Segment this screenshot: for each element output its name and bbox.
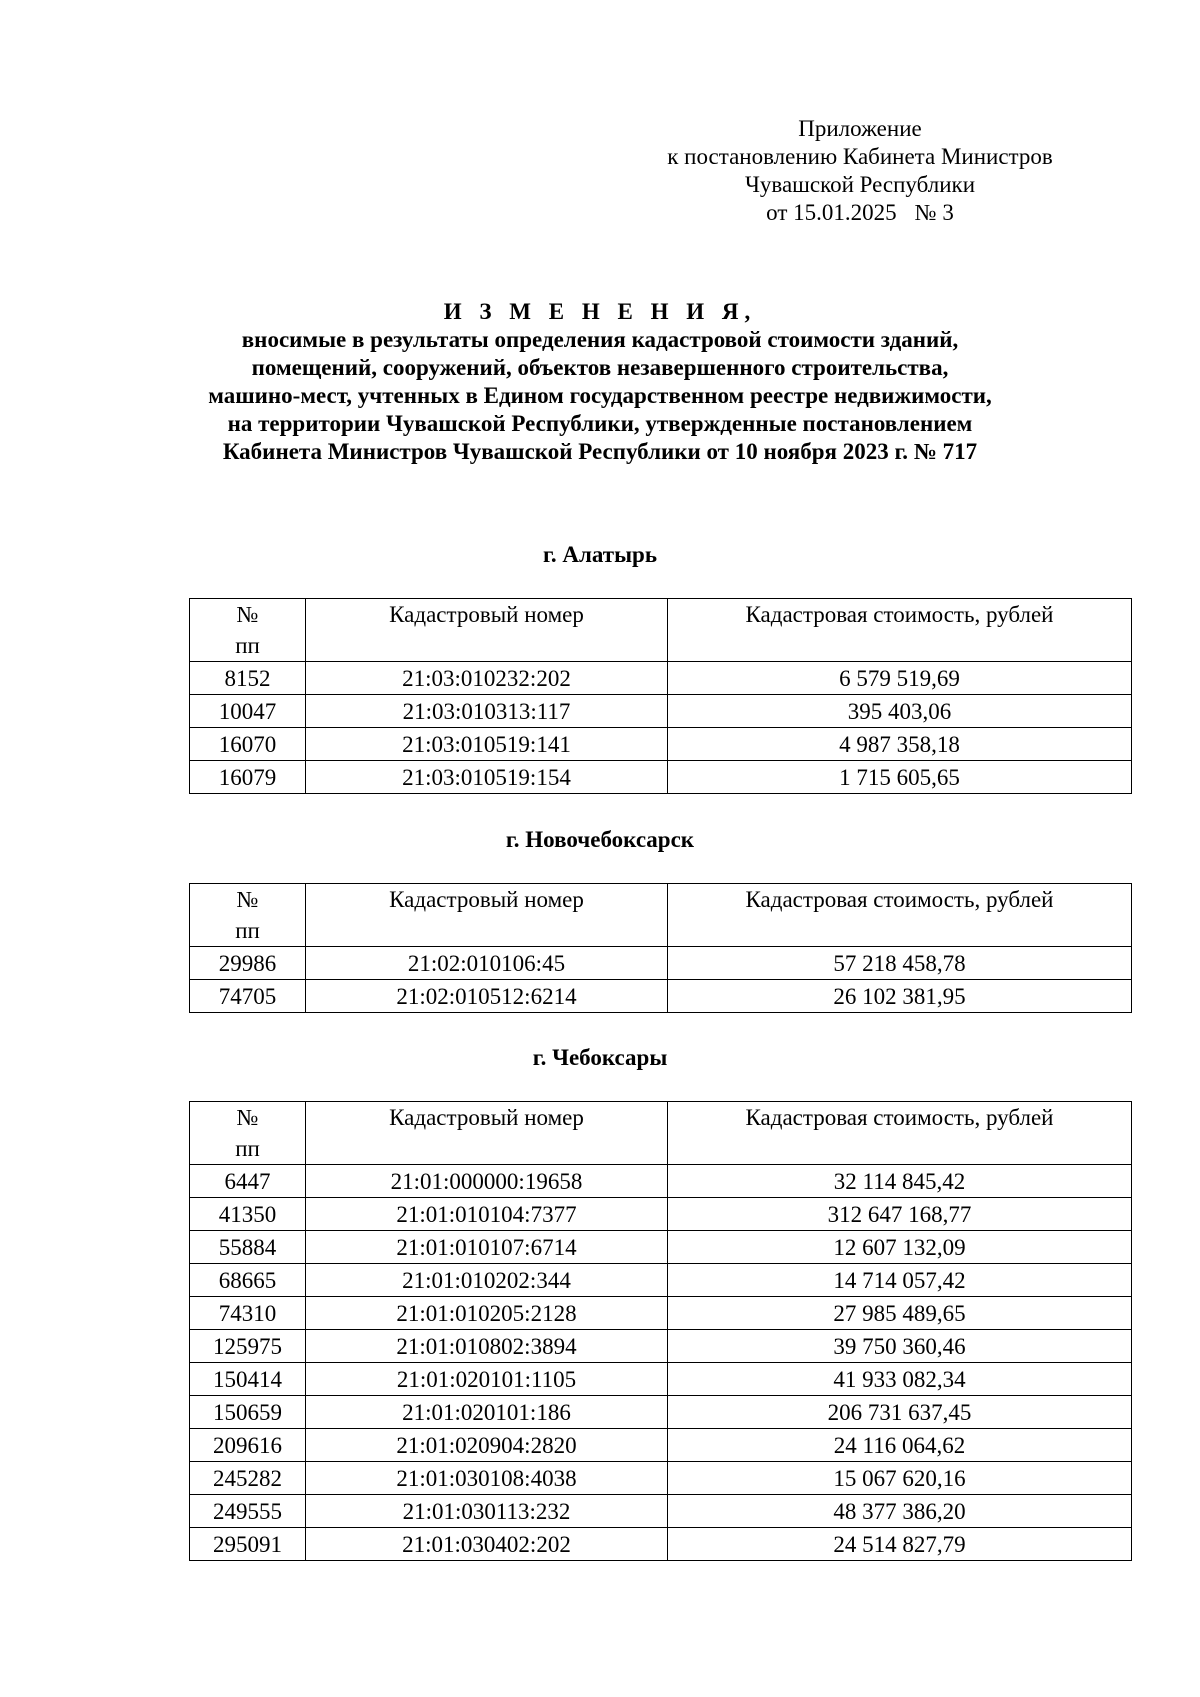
header-num (190, 599, 306, 662)
table-row (190, 1264, 1132, 1297)
table-novocheboksarsk (189, 883, 1132, 1013)
table-row (190, 728, 1132, 761)
header-num-part: № (236, 887, 259, 912)
cadastral-value-cell: 24 116 064,62 (668, 1429, 1132, 1462)
cadastral-value-cell: 395 403,06 (668, 695, 1132, 728)
appendix-line-3: Чувашской Республики (744, 172, 976, 197)
heading-line-3: машино-мест, учтенных в Едином государственном реестре недвижимости, (208, 383, 992, 408)
row-number-cell: 245282 (190, 1462, 306, 1495)
cadastral-value-cell: 24 514 827,79 (668, 1528, 1132, 1561)
table-row (190, 1330, 1132, 1363)
cadastral-number-cell: 21:03:010232:202 (306, 662, 668, 695)
table-row (190, 1528, 1132, 1561)
table-row (190, 980, 1132, 1013)
table-row (190, 761, 1132, 794)
cadastral-value-cell: 41 933 082,34 (668, 1363, 1132, 1396)
cadastral-number-cell: 21:02:010512:6214 (306, 980, 668, 1013)
cadastral-value-cell: 312 647 168,77 (668, 1198, 1132, 1231)
cadastral-number-cell: 21:01:010107:6714 (306, 1231, 668, 1264)
table-row (190, 1429, 1132, 1462)
header-num-part: № (236, 602, 259, 627)
section-city-novocheboksarsk: г. Новочебоксарск (505, 827, 695, 852)
cadastral-number-cell: 21:01:020101:186 (306, 1396, 668, 1429)
cadastral-number-cell: 21:01:030402:202 (306, 1528, 668, 1561)
row-number-cell: 295091 (190, 1528, 306, 1561)
header-num-part: пп (235, 1136, 260, 1161)
table-row (190, 662, 1132, 695)
row-number-cell: 10047 (190, 695, 306, 728)
header-cadastral-number: Кадастровый номер (306, 599, 668, 662)
cadastral-number-cell: 21:01:010205:2128 (306, 1297, 668, 1330)
document-title: И З М Е Н Е Н И Я, (443, 299, 757, 324)
document-heading (0, 298, 1200, 466)
row-number-cell: 249555 (190, 1495, 306, 1528)
table-row (190, 1396, 1132, 1429)
heading-line-5: Кабинета Министров Чувашской Республики от 10 ноября 2023 г. № 717 (222, 439, 978, 464)
heading-line-2: помещений, сооружений, объектов незавершенного строительства, (251, 355, 949, 380)
table-row (190, 1165, 1132, 1198)
appendix-number: № 3 (914, 200, 954, 225)
header-cadastral-number: Кадастровый номер (306, 1102, 668, 1165)
row-number-cell: 209616 (190, 1429, 306, 1462)
cadastral-value-cell: 15 067 620,16 (668, 1462, 1132, 1495)
appendix-line-1: Приложение (798, 116, 922, 141)
table-cheboksary (189, 1101, 1132, 1561)
header-num (190, 1102, 306, 1165)
heading-line-1: вносимые в результаты определения кадастровой стоимости зданий, (241, 327, 959, 352)
heading-line-4: на территории Чувашской Республики, утвержденные постановлением (227, 411, 973, 436)
cadastral-value-cell: 26 102 381,95 (668, 980, 1132, 1013)
row-number-cell: 8152 (190, 662, 306, 695)
row-number-cell: 74310 (190, 1297, 306, 1330)
row-number-cell: 29986 (190, 947, 306, 980)
cadastral-value-cell: 57 218 458,78 (668, 947, 1132, 980)
row-number-cell: 125975 (190, 1330, 306, 1363)
table-row (190, 1297, 1132, 1330)
cadastral-value-cell: 48 377 386,20 (668, 1495, 1132, 1528)
section-city-cheboksary: г. Чебоксары (532, 1045, 668, 1070)
cadastral-number-cell: 21:01:030108:4038 (306, 1462, 668, 1495)
appendix-line-2: к постановлению Кабинета Министров (667, 144, 1053, 169)
cadastral-number-cell: 21:01:020101:1105 (306, 1363, 668, 1396)
cadastral-value-cell: 32 114 845,42 (668, 1165, 1132, 1198)
cadastral-number-cell: 21:03:010519:141 (306, 728, 668, 761)
cadastral-value-cell: 14 714 057,42 (668, 1264, 1132, 1297)
appendix-block (600, 115, 1120, 227)
cadastral-value-cell: 6 579 519,69 (668, 662, 1132, 695)
cadastral-number-cell: 21:01:010802:3894 (306, 1330, 668, 1363)
cadastral-value-cell: 206 731 637,45 (668, 1396, 1132, 1429)
cadastral-number-cell: 21:03:010519:154 (306, 761, 668, 794)
cadastral-number-cell: 21:02:010106:45 (306, 947, 668, 980)
header-num-part: пп (235, 633, 260, 658)
row-number-cell: 16079 (190, 761, 306, 794)
table-row (190, 695, 1132, 728)
cadastral-number-cell: 21:01:010104:7377 (306, 1198, 668, 1231)
row-number-cell: 55884 (190, 1231, 306, 1264)
cadastral-value-cell: 39 750 360,46 (668, 1330, 1132, 1363)
table-row (190, 1363, 1132, 1396)
table-alatyr (189, 598, 1132, 794)
header-num-part: № (236, 1105, 259, 1130)
row-number-cell: 150414 (190, 1363, 306, 1396)
table-header-row (190, 884, 1132, 947)
table-row (190, 1462, 1132, 1495)
cadastral-value-cell: 12 607 132,09 (668, 1231, 1132, 1264)
appendix-date: от 15.01.2025 (766, 200, 897, 225)
cadastral-number-cell: 21:01:030113:232 (306, 1495, 668, 1528)
header-cadastral-value: Кадастровая стоимость, рублей (668, 1102, 1132, 1165)
table-row (190, 947, 1132, 980)
table-row (190, 1231, 1132, 1264)
row-number-cell: 150659 (190, 1396, 306, 1429)
section-city-alatyr: г. Алатырь (543, 542, 657, 567)
table-header-row (190, 1102, 1132, 1165)
header-num (190, 884, 306, 947)
row-number-cell: 6447 (190, 1165, 306, 1198)
row-number-cell: 68665 (190, 1264, 306, 1297)
cadastral-number-cell: 21:01:000000:19658 (306, 1165, 668, 1198)
cadastral-number-cell: 21:03:010313:117 (306, 695, 668, 728)
row-number-cell: 74705 (190, 980, 306, 1013)
row-number-cell: 41350 (190, 1198, 306, 1231)
cadastral-number-cell: 21:01:010202:344 (306, 1264, 668, 1297)
cadastral-value-cell: 4 987 358,18 (668, 728, 1132, 761)
header-cadastral-value: Кадастровая стоимость, рублей (668, 884, 1132, 947)
table-row (190, 1198, 1132, 1231)
appendix-date-line (600, 199, 1120, 227)
cadastral-number-cell: 21:01:020904:2820 (306, 1429, 668, 1462)
header-cadastral-number: Кадастровый номер (306, 884, 668, 947)
table-header-row (190, 599, 1132, 662)
table-row (190, 1495, 1132, 1528)
header-num-part: пп (235, 918, 260, 943)
header-cadastral-value: Кадастровая стоимость, рублей (668, 599, 1132, 662)
cadastral-value-cell: 27 985 489,65 (668, 1297, 1132, 1330)
row-number-cell: 16070 (190, 728, 306, 761)
cadastral-value-cell: 1 715 605,65 (668, 761, 1132, 794)
